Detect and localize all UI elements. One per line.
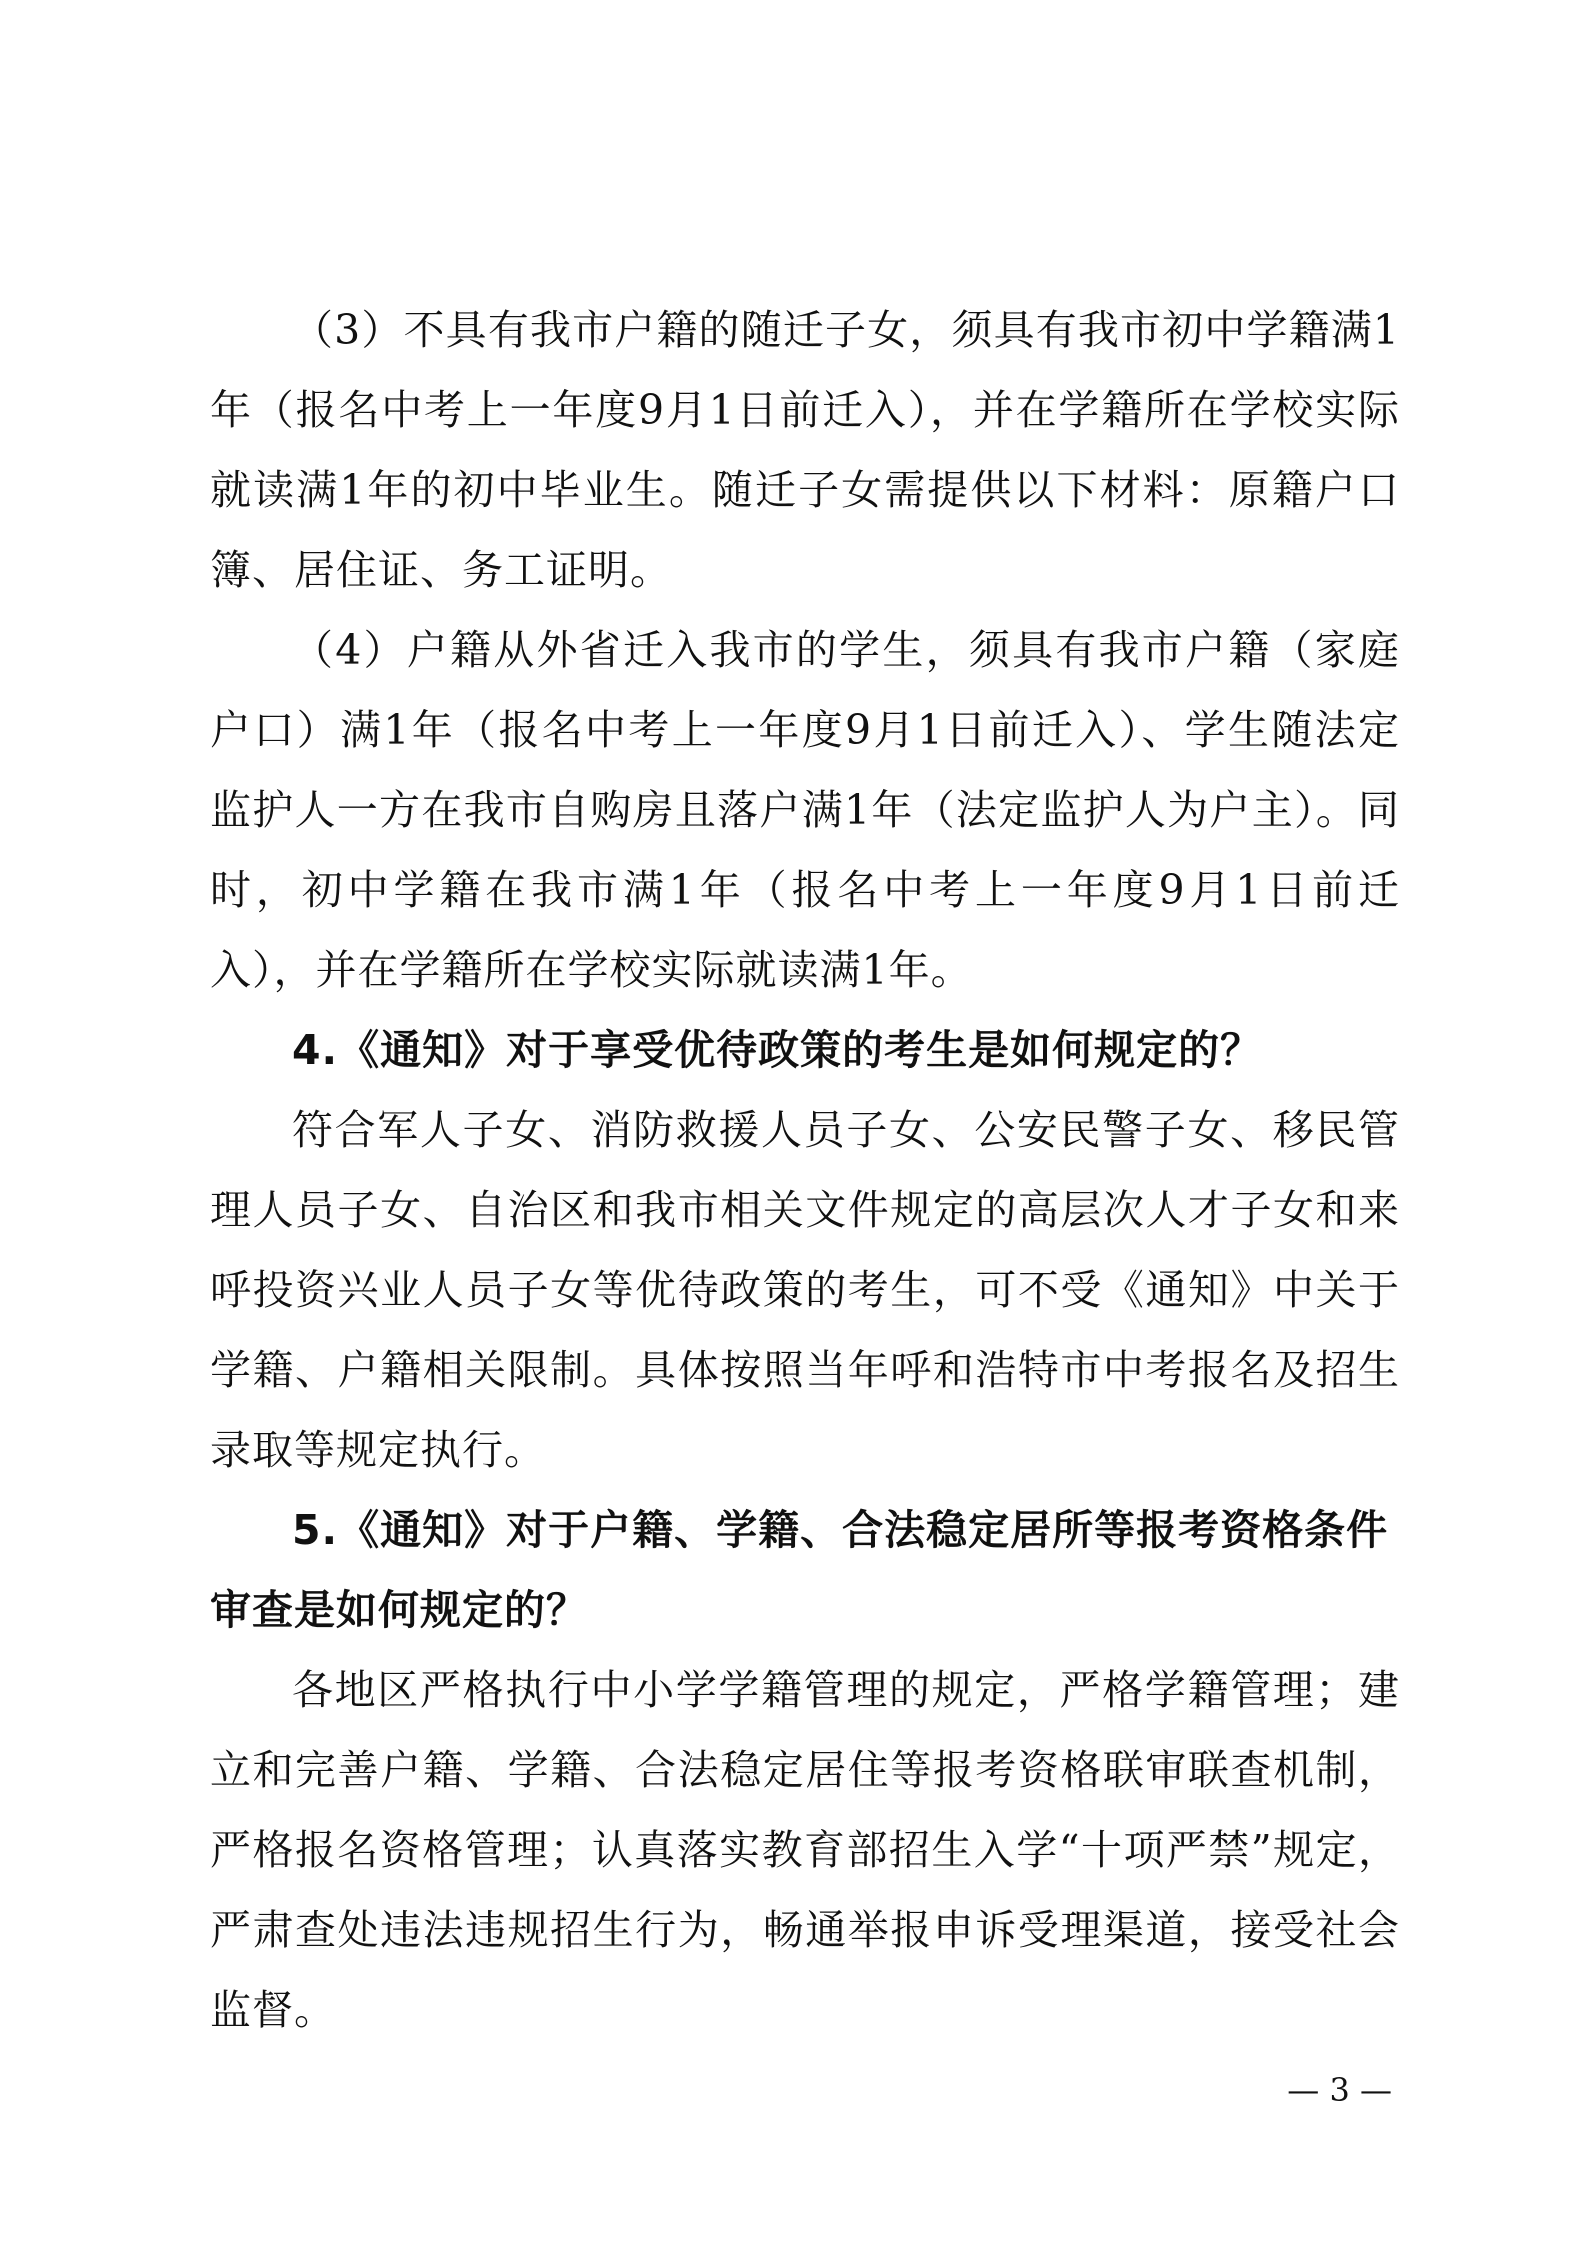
heading-qualification-review: 5.《通知》对于户籍、学籍、合法稳定居所等报考资格条件审查是如何规定的？ <box>210 1506 1389 1634</box>
paragraph-migrant-children: （3）不具有我市户籍的随迁子女，须具有我市初中学籍满1年（报名中考上一年度9月1日前迁入），并在学籍所在学校实际就读满1年的初中毕业生。随迁子女需提供以下材料：原籍户口簿、居住证、务工证明。 <box>210 306 1400 594</box>
heading-preferential-policy: 4.《通知》对于享受优待政策的考生是如何规定的？ <box>292 1026 1263 1074</box>
document-body <box>210 290 1400 2050</box>
paragraph-out-of-province-transfer: （4）户籍从外省迁入我市的学生，须具有我市户籍（家庭户口）满1年（报名中考上一年度9月1日前迁入）、学生随法定监护人一方在我市自购房且落户满1年（法定监护人为户主）。同时，初中学籍在我市满1年（报名中考上一年度9月1日前迁入），并在学籍所在学校实际就读满1年。 <box>210 626 1400 994</box>
paragraph-preferential-policy: 符合军人子女、消防救援人员子女、公安民警子女、移民管理人员子女、自治区和我市相关文件规定的高层次人才子女和来呼投资兴业人员子女等优待政策的考生，可不受《通知》中关于学籍、户籍相关限制。具体按照当年呼和浩特市中考报名及招生录取等规定执行。 <box>210 1106 1400 1474</box>
paragraph-qualification-review: 各地区严格执行中小学学籍管理的规定，严格学籍管理；建立和完善户籍、学籍、合法稳定居住等报考资格联审联查机制，严格报名资格管理；认真落实教育部招生入学“十项严禁”规定，严肃查处违法违规招生行为，畅通举报申诉受理渠道，接受社会监督。 <box>210 1666 1400 2034</box>
page-number: — 3 — <box>1287 2071 1392 2109</box>
